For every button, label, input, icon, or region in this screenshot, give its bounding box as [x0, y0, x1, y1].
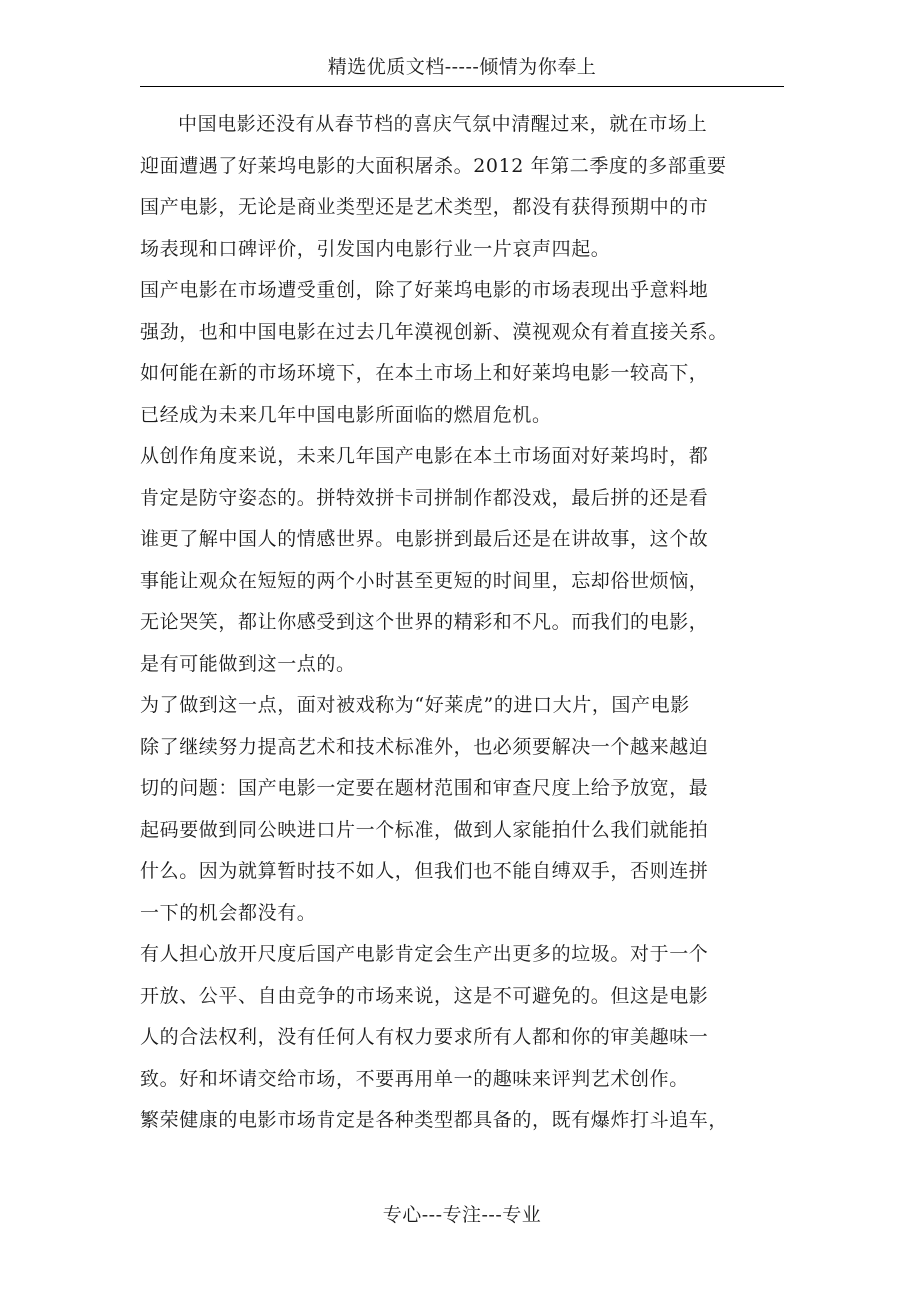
- paragraph-line: 国产电影在市场遭受重创，除了好莱坞电影的市场表现出乎意料地: [140, 279, 709, 301]
- paragraph-line: 已经成为未来几年中国电影所面临的燃眉危机。: [140, 403, 552, 426]
- paragraph-line: 谁更了解中国人的情感世界。电影拼到最后还是在讲故事，这个故: [140, 528, 709, 550]
- paragraph-line: 一下的机会都没有。: [140, 901, 317, 924]
- paragraph-line: 从创作角度来说，未来几年国产电影在本土市场面对好莱坞时，都: [140, 445, 709, 467]
- paragraph-line: 除了继续努力提高艺术和技术标准外，也必须要解决一个越来越迫: [140, 735, 709, 758]
- paragraph-line: 是有可能做到这一点的。: [140, 652, 356, 675]
- paragraph-1: [140, 104, 790, 270]
- paragraph-line: 为了做到这一点，面对被戏称为“好莱虎”的进口大片，国产电影: [140, 694, 690, 716]
- paragraph-line: 强劲，也和中国电影在过去几年漠视创新、漠视观众有着直接关系。: [140, 320, 729, 343]
- paragraph-line: 开放、公平、自由竞争的市场来说，这是不可避免的。但这是电影: [140, 984, 709, 1007]
- paragraph-line: 有人担心放开尺度后国产电影肯定会生产出更多的垃圾。对于一个: [140, 943, 709, 965]
- paragraph-line: 迎面遭遇了好莱坞电影的大面积屠杀。2012 年第二季度的多部重要: [140, 154, 727, 177]
- paragraph-line: 致。好和坏请交给市场，不要再用单一的趣味来评判艺术创作。: [140, 1067, 689, 1090]
- paragraph-line: 肯定是防守姿态的。拼特效拼卡司拼制作都没戏，最后拼的还是看: [140, 486, 709, 509]
- page-header: 精选优质文档-----倾情为你奉上: [327, 56, 597, 78]
- paragraph-line: 繁荣健康的电影市场肯定是各种类型都具备的，既有爆炸打斗追车，: [140, 1109, 729, 1131]
- paragraph-line: 事能让观众在短短的两个小时甚至更短的时间里，忘却俗世烦恼，: [140, 569, 709, 592]
- paragraph-line: 无论哭笑，都让你感受到这个世界的精彩和不凡。而我们的电影，: [140, 611, 709, 633]
- paragraph-line: 人的合法权利，没有任何人有权力要求所有人都和你的审美趣味一: [140, 1026, 709, 1048]
- paragraph-line: 国产电影，无论是商业类型还是艺术类型，都没有获得预期中的市: [140, 196, 709, 218]
- paragraph-4: [140, 685, 790, 934]
- paragraph-line: 如何能在新的市场环境下，在本土市场上和好莱坞电影一较高下，: [140, 362, 709, 384]
- paragraph-line: 场表现和口碑评价，引发国内电影行业一片哀声四起。: [140, 237, 611, 260]
- page-footer: 专心---专注---专业: [382, 1204, 542, 1226]
- header-divider: [140, 86, 784, 87]
- paragraph-3: [140, 436, 790, 685]
- paragraph-line: 中国电影还没有从春节档的喜庆气氛中清醒过来，就在市场上: [178, 113, 708, 135]
- paragraph-5: [140, 934, 790, 1100]
- paragraph-line: 起码要做到同公映进口片一个标准，做到人家能拍什么我们就能拍: [140, 818, 709, 841]
- paragraph-2: [140, 270, 790, 436]
- document-body: [140, 104, 790, 1142]
- paragraph-6: [140, 1100, 790, 1142]
- paragraph-line: 切的问题：国产电影一定要在题材范围和审查尺度上给予放宽，最: [140, 777, 709, 799]
- paragraph-line: 什么。因为就算暂时技不如人，但我们也不能自缚双手，否则连拼: [140, 860, 709, 882]
